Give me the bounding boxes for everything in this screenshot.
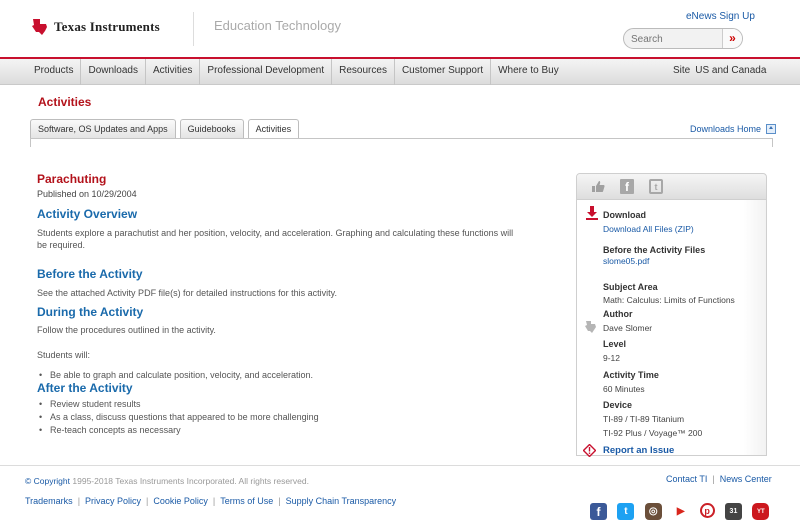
before-heading: Before the Activity [37, 267, 143, 281]
site-header [0, 0, 800, 58]
overview-text-line-1: Students explore a parachutist and her position, velocity, and acceleration. Graphing and calculating these functions will [37, 228, 514, 238]
download-all-zip-link[interactable]: Download All Files (ZIP) [603, 224, 694, 234]
warning-icon [583, 444, 596, 457]
after-heading: After the Activity [37, 381, 133, 395]
home-icon [766, 124, 776, 134]
footer-divider [0, 465, 800, 466]
download-tabs [30, 119, 303, 139]
enews-signup-link[interactable]: eNews Sign Up [686, 11, 755, 22]
copyright [25, 476, 309, 486]
facebook-icon[interactable]: f [590, 503, 607, 520]
news-center-link[interactable]: News Center [719, 474, 772, 484]
footer-contact [666, 474, 772, 484]
cookie-policy-link[interactable]: Cookie Policy [153, 496, 208, 506]
nav-item-customer-support[interactable]: Customer Support [395, 59, 491, 85]
site-label: Site [673, 65, 691, 76]
after-bullet-list [37, 398, 319, 437]
before-text: See the attached Activity PDF file(s) for detailed instructions for this activity. [37, 288, 337, 298]
download-label: Download [603, 210, 646, 220]
author-value: Dave Slomer [603, 323, 653, 333]
nav-item-where-to-buy[interactable]: Where to Buy [498, 65, 559, 76]
calendar-icon[interactable]: 31 [725, 503, 742, 520]
during-text: Follow the procedures outlined in the activity. [37, 325, 216, 335]
activity-time-label: Activity Time [603, 370, 659, 380]
contact-ti-link[interactable]: Contact TI [666, 474, 708, 484]
ti-logo[interactable] [30, 17, 160, 37]
youtube-play-icon[interactable]: ▶ [672, 503, 689, 520]
before-files-label: Before the Activity Files [603, 245, 706, 255]
overview-heading: Activity Overview [37, 207, 138, 221]
overview-text-line-2: be required. [37, 240, 86, 250]
nav-item-downloads[interactable]: Downloads [81, 59, 145, 85]
downloads-home-label: Downloads Home [690, 124, 762, 134]
device-label: Device [603, 400, 633, 410]
search-input[interactable] [631, 32, 721, 46]
level-label: Level [603, 339, 627, 349]
section-title: Education Technology [214, 18, 341, 33]
tab-software-updates[interactable]: Software, OS Updates and Apps [30, 119, 176, 138]
social-links [590, 503, 780, 520]
separator: | [146, 496, 149, 506]
separator: | [278, 496, 281, 506]
pinterest-icon[interactable]: p [700, 503, 715, 518]
author-icon [584, 320, 598, 334]
ti-state-icon [30, 17, 50, 37]
trademarks-link[interactable]: Trademarks [25, 496, 73, 506]
published-date: Published on 10/29/2004 [37, 189, 137, 199]
thumbs-up-icon[interactable] [591, 179, 605, 194]
nav-item-resources[interactable]: Resources [332, 59, 395, 85]
footer-links [25, 496, 396, 506]
device-value-2: TI-92 Plus / Voyage™ 200 [603, 428, 703, 438]
subject-area-value: Math: Calculus: Limits of Functions [603, 295, 735, 305]
header-divider [193, 12, 194, 46]
activity-title: Parachuting [37, 172, 107, 186]
separator: | [212, 496, 216, 506]
brand-name: Texas Instruments [54, 19, 160, 34]
students-will-label: Students will: [37, 350, 91, 360]
list-item: • Re-teach concepts as necessary [37, 424, 319, 437]
download-icon [585, 206, 599, 220]
copyright-link[interactable]: © Copyright [25, 476, 71, 486]
search-submit-button[interactable]: » [722, 29, 742, 48]
instagram-icon[interactable]: ◎ [645, 503, 662, 520]
nav-item-activities[interactable]: Activities [146, 59, 200, 85]
device-value-1: TI-89 / TI-89 Titanium [603, 414, 685, 424]
copyright-text: 1995-2018 Texas Instruments Incorporated. All rights reserved. [72, 476, 309, 486]
activity-sidebar [576, 173, 767, 456]
level-value: 9-12 [603, 353, 621, 363]
tab-panel-border [30, 138, 773, 147]
search-box [623, 28, 743, 49]
facebook-share-icon[interactable]: f [620, 179, 634, 194]
list-item: • Be able to graph and calculate position, velocity, and acceleration. [37, 369, 313, 382]
youtube-icon[interactable]: YT [752, 503, 769, 520]
twitter-icon[interactable]: t [617, 503, 634, 520]
site-value: US and Canada [695, 65, 767, 76]
list-item: • Review student results [37, 398, 319, 411]
separator: | [712, 474, 715, 484]
supply-chain-link[interactable]: Supply Chain Transparency [285, 496, 397, 506]
tab-guidebooks[interactable]: Guidebooks [180, 119, 244, 138]
author-label: Author [603, 309, 633, 319]
pdf-file-link[interactable]: slome05.pdf [603, 256, 650, 266]
nav-item-professional-development[interactable]: Professional Development [200, 59, 332, 85]
twitter-share-icon[interactable]: t [649, 179, 663, 194]
main-nav [0, 59, 800, 85]
list-item: • As a class, discuss questions that appeared to be more challenging [37, 411, 319, 424]
activity-time-value: 60 Minutes [603, 384, 645, 394]
separator: | [77, 496, 81, 506]
during-heading: During the Activity [37, 305, 144, 319]
page-title: Activities [38, 95, 92, 109]
subject-area-label: Subject Area [603, 282, 658, 292]
privacy-policy-link[interactable]: Privacy Policy [85, 496, 142, 506]
report-issue-link[interactable]: Report an Issue [603, 445, 675, 456]
site-selector[interactable] [673, 59, 766, 83]
tab-activities[interactable]: Activities [248, 119, 300, 139]
share-bar [577, 174, 766, 200]
downloads-home-link[interactable] [690, 124, 776, 134]
terms-of-use-link[interactable]: Terms of Use [220, 496, 274, 506]
nav-item-products[interactable]: Products [27, 59, 81, 85]
